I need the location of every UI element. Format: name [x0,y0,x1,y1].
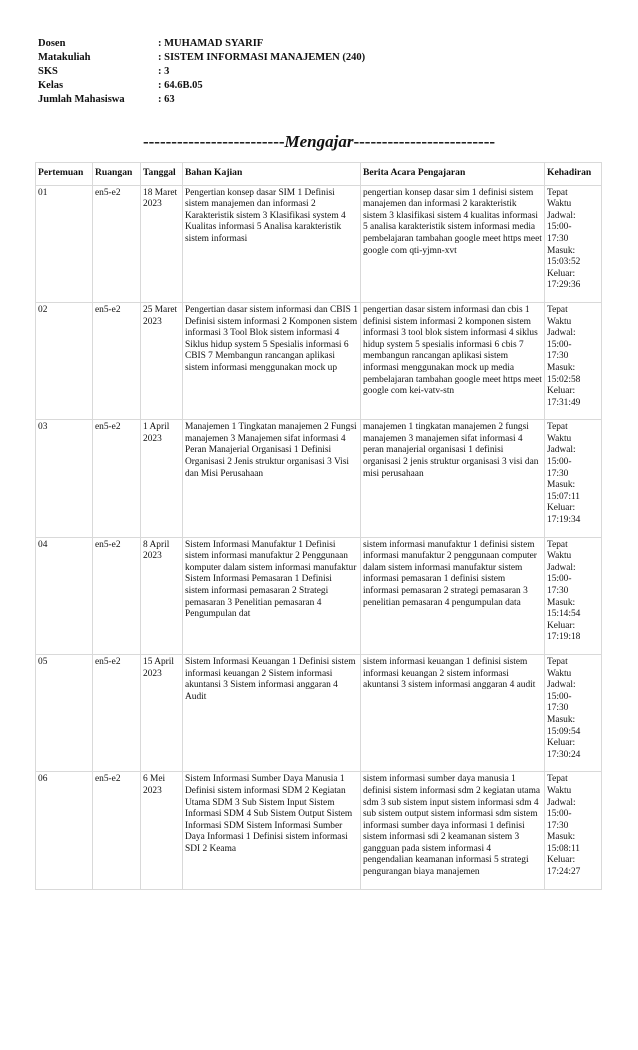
cell-tanggal: 15 April 2023 [141,654,183,771]
kehadiran-line: Keluar: [547,738,576,749]
kehadiran-line: Keluar: [547,855,576,866]
table-body [36,185,602,889]
kehadiran-line: 17:30 [547,586,569,596]
header-kehadiran: Kehadiran [545,163,602,186]
info-row-matakuliah [38,51,365,65]
kehadiran-line: 17:29:36 [547,280,581,291]
cell-berita-acara: manajemen 1 tingkatan manajemen 2 fungsi manajemen 3 manajemen sifat informasi 4 peran manajerial organisasi 1 definisi organisasi 2 jenis struktur organisasi 3 visi dan misi perusahaan [361,420,545,537]
kehadiran-line: Tepat [547,304,568,315]
kehadiran-line: Keluar: [547,503,576,514]
cell-kehadiran [545,772,602,889]
cell-pertemuan: 05 [36,654,93,771]
info-label: Matakuliah [38,52,91,63]
header-berita-acara: Berita Acara Pengajaran [361,163,545,186]
kehadiran-line: 17:19:34 [547,515,581,526]
kehadiran-line: Tepat [547,774,568,785]
kehadiran-line: Waktu [547,433,572,444]
kehadiran-line: Keluar: [547,620,576,631]
cell-kehadiran [545,185,602,302]
kehadiran-line: Tepat [547,539,568,550]
kehadiran-line: 15:03:52 [547,257,581,268]
info-row-sks [38,65,365,79]
kehadiran-line: 17:30 [547,820,569,831]
cell-berita-acara: sistem informasi sumber daya manusia 1 definisi sistem informasi sdm 2 kegiatan utama sdm 3 sub sistem input sistem informasi sdm 4 sub sistem output sistem informasi sdm sistem informasi sumber daya informasi 1 definisi sistem informasi sdi 2 keamanan sistem 3 gangguan pada sistem informasi 4 pengendalian keamanan informasi 5 strategi pengurangan biaya manajemen [361,772,545,889]
cell-ruangan: en5-e2 [93,772,141,889]
info-value: : 3 [158,66,170,77]
course-info [38,37,365,107]
kehadiran-line: 17:30:24 [547,749,581,760]
kehadiran-line: 15:09:54 [547,726,581,737]
kehadiran-line: Jadwal: [547,210,576,221]
section-title: Mengajar [284,132,354,151]
info-row-jumlah-mahasiswa [38,93,365,107]
kehadiran-line: 15:02:58 [547,374,581,385]
kehadiran-line: 17:31:49 [547,397,581,408]
table-row [36,302,602,419]
kehadiran-line: Jadwal: [547,797,576,808]
cell-ruangan: en5-e2 [93,420,141,537]
table-row [36,654,602,771]
kehadiran-line: 17:30 [547,233,569,244]
kehadiran-line: Jadwal: [547,445,576,456]
info-value: : SISTEM INFORMASI MANAJEMEN (240) [158,52,366,63]
kehadiran-line: Waktu [547,668,572,679]
cell-bahan-kajian: Pengertian dasar sistem informasi dan CBIS 1 Definisi sistem informasi 2 Komponen sistem informasi 3 Tool Blok sistem informasi 4 Siklus hidup system 5 Spesialis informasi 6 CBIS 7 Membangun rancangan aplikasi sistem informasi menggunakan mock up [183,302,361,419]
info-label: Jumlah Mahasiswa [38,94,125,105]
cell-ruangan: en5-e2 [93,302,141,419]
cell-tanggal: 1 April 2023 [141,420,183,537]
cell-bahan-kajian: Sistem Informasi Manufaktur 1 Definisi sistem informasi manufaktur 2 Penggunaan komputer dalam sistem informasi manufaktur Sistem Informasi Pemasaran 1 Definisi sistem informasi pemasaran 2 Strategi pemasaran 3 Penelitian pemasaran 4 Pengumpulan dat [183,537,361,654]
cell-pertemuan: 02 [36,302,93,419]
info-value: : 63 [158,94,175,105]
cell-pertemuan: 01 [36,185,93,302]
header-pertemuan: Pertemuan [36,163,93,186]
kehadiran-line: 17:30 [547,703,569,714]
kehadiran-line: Keluar: [547,386,576,397]
kehadiran-line: Waktu [547,785,572,796]
kehadiran-line: 15:00- [547,222,572,233]
kehadiran-line: Jadwal: [547,328,576,339]
section-banner [0,132,638,152]
header-ruangan: Ruangan [93,163,141,186]
cell-tanggal: 18 Maret 2023 [141,185,183,302]
cell-kehadiran [545,420,602,537]
banner-dashes-left: ------------------------- [142,132,285,151]
kehadiran-line: 17:30 [547,351,569,362]
teaching-table [35,162,602,890]
kehadiran-line: Masuk: [547,714,576,725]
cell-bahan-kajian: Manajemen 1 Tingkatan manajemen 2 Fungsi manajemen 3 Manajemen sifat informasi 4 Peran Manajerial Organisasi 1 Definisi Organisasi 2 Jenis struktur organisasi 3 Visi dan Misi Perusahaan [183,420,361,537]
kehadiran-line: Masuk: [547,245,576,256]
info-label: Dosen [38,38,66,49]
cell-pertemuan: 04 [36,537,93,654]
cell-pertemuan: 03 [36,420,93,537]
kehadiran-line: Waktu [547,316,572,327]
kehadiran-line: 15:00- [547,809,572,820]
cell-tanggal: 8 April 2023 [141,537,183,654]
cell-kehadiran [545,302,602,419]
kehadiran-line: 17:19:18 [547,632,581,643]
cell-tanggal: 25 Maret 2023 [141,302,183,419]
cell-berita-acara: sistem informasi keuangan 1 definisi sistem informasi keuangan 2 sistem informasi akuntansi 3 sistem informasi anggaran 4 audit [361,654,545,771]
header-tanggal: Tanggal [141,163,183,186]
cell-ruangan: en5-e2 [93,654,141,771]
cell-berita-acara: pengertian dasar sistem informasi dan cbis 1 definisi sistem informasi 2 komponen sistem informasi 3 tool blok sistem informasi 4 siklus hidup system 5 spesialis informasi 6 cbis 7 membangun rancangan aplikasi sistem informasi menggunakan mock up media pembelajaran tambahan google meet https meet google com kei-vatv-stn [361,302,545,419]
cell-bahan-kajian: Sistem Informasi Keuangan 1 Definisi sistem informasi keuangan 2 Sistem informasi akuntansi 3 Sistem informasi anggaran 4 Audit [183,654,361,771]
kehadiran-line: Jadwal: [547,680,576,691]
header-bahan-kajian: Bahan Kajian [183,163,361,186]
table-header-row [36,163,602,186]
cell-tanggal: 6 Mei 2023 [141,772,183,889]
banner-dashes-right: ------------------------- [353,132,496,151]
info-label: Kelas [38,80,64,91]
kehadiran-line: 15:00- [547,574,572,585]
info-row-kelas [38,79,365,93]
info-label: SKS [38,66,58,77]
table-row [36,185,602,302]
cell-berita-acara: sistem informasi manufaktur 1 definisi sistem informasi manufaktur 2 penggunaan computer dalam sistem informasi manufaktur sistem informasi pemasaran 1 definisi sistem informasi pemasaran 2 strategi pemasaran 3 penelitian pemasaran 4 pengumpulan data [361,537,545,654]
cell-pertemuan: 06 [36,772,93,889]
kehadiran-line: Masuk: [547,832,576,843]
kehadiran-line: Tepat [547,187,568,198]
kehadiran-line: 15:08:11 [547,843,580,854]
kehadiran-line: 15:00- [547,339,572,350]
cell-bahan-kajian: Sistem Informasi Sumber Daya Manusia 1 Definisi sistem informasi SDM 2 Kegiatan Utama SDM 3 Sub Sistem Input Sistem Informasi SDM 4 Sub Sistem Output Sistem Informasi SDM Sistem Informasi Sumber Daya Informasi 1 Definisi sistem informasi SDI 2 Keama [183,772,361,889]
kehadiran-line: Jadwal: [547,562,576,573]
kehadiran-line: Tepat [547,422,568,433]
kehadiran-line: 15:07:11 [547,491,580,502]
cell-kehadiran [545,654,602,771]
table-row [36,537,602,654]
info-value: : MUHAMAD SYARIF [158,38,264,49]
kehadiran-line: Tepat [547,656,568,667]
info-row-dosen [38,37,365,51]
table-row [36,772,602,889]
kehadiran-line: 15:00- [547,457,572,468]
cell-ruangan: en5-e2 [93,537,141,654]
kehadiran-line: Masuk: [547,597,576,608]
kehadiran-line: 15:00- [547,691,572,702]
kehadiran-line: Masuk: [547,480,576,491]
cell-berita-acara: pengertian konsep dasar sim 1 definisi sistem manajemen dan informasi 2 karakteristik sistem 3 klasifikasi sistem 4 kualitas informasi 5 analisa karakteristik sistem informasi media pembelajaran tambahan google meet https meet google com qti-yjmn-xvt [361,185,545,302]
table-row [36,420,602,537]
kehadiran-line: 17:30 [547,468,569,479]
kehadiran-line: Keluar: [547,268,576,279]
kehadiran-line: Waktu [547,551,572,562]
kehadiran-line: 15:14:54 [547,609,581,620]
kehadiran-line: 17:24:27 [547,867,581,878]
kehadiran-line: Masuk: [547,362,576,373]
cell-ruangan: en5-e2 [93,185,141,302]
cell-bahan-kajian: Pengertian konsep dasar SIM 1 Definisi sistem manajemen dan informasi 2 Karakteristik sistem 3 Klasifikasi system 4 Kualitas informasi 5 Analisa karakteristik sistem informasi [183,185,361,302]
info-value: : 64.6B.05 [158,80,203,91]
kehadiran-line: Waktu [547,199,572,210]
cell-kehadiran [545,537,602,654]
